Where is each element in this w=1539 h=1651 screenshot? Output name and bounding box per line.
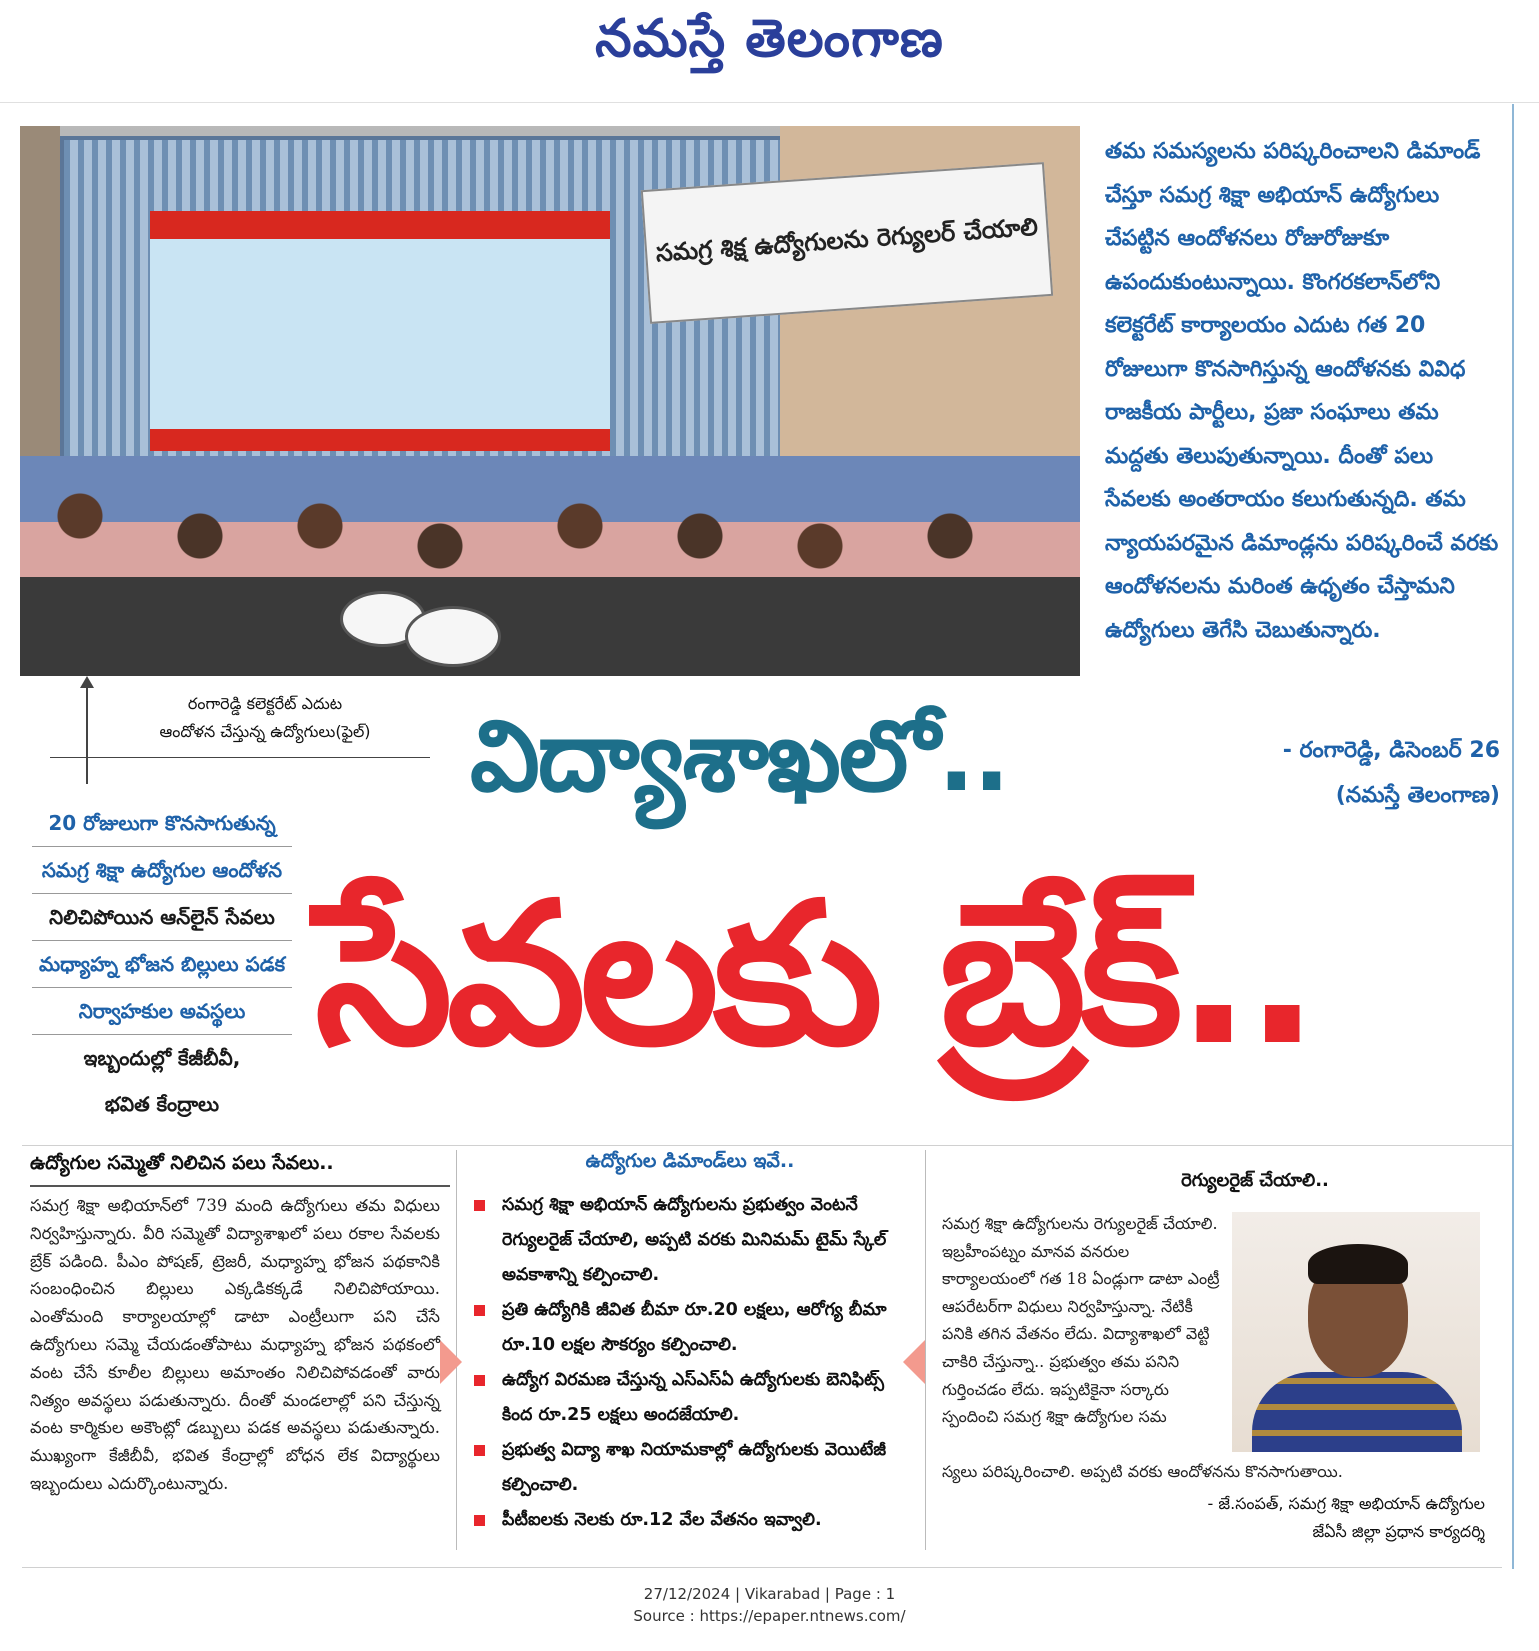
section1-body: సమగ్ర శిక్షా అభియాన్‌లో 739 మంది ఉద్యోగులు తమ విధులు నిర్వహిస్తున్నారు. వీరి సమ్మెతో విద్యాశాఖలో పలు రకాల సేవలకు బ్రేక్ పడింది. పీఎం పోషణ్, ట్రెజరీ, మధ్యాహ్న భోజన పథకానికి సంబంధించిన బిల్లులు ఎక్కడికక్కడే నిలిచిపోయాయి. ఎంతోమంది కార్యాలయాల్లో డాటా ఎంట్రీలుగా పని చేసే ఉద్యోగులు సమ్మె చేయడంతోపాటు మధ్యాహ్న భోజన పథకంలో వంట చేసే కూలీల బిల్లులు అమాంతం నిలిచిపోవడంతో వారు నిత్యం అవస్థలు పడుతున్నారు. దీంతో మండలాల్లో పని చేస్తున్న వంట కార్మికుల అకౌంట్లో డబ్బులు పడక అవస్థలు పడుతున్నారు. ముఖ్యంగా కేజీబీవీ, భవిత కేంద్రాల్లో బోధన లేక విద్యార్థులు ఇబ్బందులు ఎదుర్కొంటున్నారు.: [30, 1196, 440, 1493]
protest-photo: [20, 126, 1080, 676]
section1-heading: ఉద్యోగుల సమ్మెతో నిలిచిన పలు సేవలు..: [30, 1152, 450, 1187]
deck-item: 20 రోజులుగా కొనసాగుతున్న: [32, 800, 292, 847]
section3-heading: రెగ్యులరైజ్ చేయాలి..: [1181, 1170, 1329, 1191]
deck-item: ఇబ్బందుల్లో కేజీబీవీ,: [83, 1046, 241, 1070]
photo-caption-line1: రంగారెడ్డి కలెక్టరేట్ ఎదుట: [187, 694, 343, 713]
photo-drum: [405, 606, 501, 667]
bullet-square-icon: [474, 1445, 485, 1456]
demand-item: [470, 1503, 910, 1538]
lead-story-text: తమ సమస్యలను పరిష్కరించాలని డిమాండ్ చేస్తూ సమగ్ర శిక్షా అభియాన్ ఉద్యోగులు చేపట్టిన ఆందోళనలు రోజురోజుకూ ఉపందుకుంటున్నాయి. కొంగరకలాన్‌లోని కలెక్టరేట్ కార్యాలయం ఎదుట గత 20 రోజులుగా కొనసాగిస్తున్న ఆందోళనకు వివిధ రాజకీయ పార్టీలు, ప్రజా సంఘాలు తమ మద్దతు తెలుపుతున్నాయి. దీంతో పలు సేవలకు అంతరాయం కలుగుతున్నది. తమ న్యాయపరమైన డిమాండ్లను పరిష్కరించే వరకు ఆందోళనలను మరింత ఉధృతం చేస్తామని ఉద్యోగులు తెగేసి చెబుతున్నారు.: [1105, 139, 1499, 643]
masthead: నమస్తే తెలంగాణ: [595, 8, 944, 69]
caption-underline: [50, 757, 430, 758]
section3-body: సమగ్ర శిక్షా ఉద్యోగులను రెగ్యులరైజ్ చేయాలి. ఇబ్రహీంపట్నం మానవ వనరుల కార్యాలయంలో గత 18 ఏండ్లుగా డాటా ఎంట్రీ ఆపరేటర్‌గా విధులు నిర్వహిస్తున్నా. నేటికీ పనికి తగిన వేతనం లేదు. విద్యాశాఖలో వెట్టి చాకిరి చేస్తున్నా.. ప్రభుత్వం తమ పనిని గుర్తించడం లేదు. ఇప్పటికైనా సర్కారు స్పందించి సమగ్ర శిక్షా ఉద్యోగుల సమ: [942, 1214, 1220, 1427]
portrait-hair: [1308, 1244, 1408, 1284]
footer-divider: [22, 1567, 1502, 1568]
headline-deck: [22, 800, 302, 1127]
chevron-right-icon: [440, 1340, 462, 1384]
masthead-divider: [0, 102, 1539, 103]
column-rule: [925, 1150, 926, 1550]
deck-item: నిర్వాహకుల అవస్థలు: [32, 988, 292, 1035]
footer-edition: 27/12/2024 | Vikarabad | Page : 1: [643, 1585, 896, 1603]
photo-crowd: [20, 456, 1080, 676]
photo-banner-right: సమగ్ర శిక్ష ఉద్యోగులను రెగ్యులర్ చేయాలి: [641, 162, 1053, 324]
demand-text: ప్రభుత్వ విద్యా శాఖ నియామకాల్లో ఉద్యోగులకు వెయిటేజీ కల్పించాలి.: [502, 1440, 887, 1495]
deck-item: నిలిచిపోయిన ఆన్‌లైన్ సేవలు: [32, 894, 292, 941]
section3-body-tail: స్యలు పరిష్కరించాలి. అప్పటి వరకు ఆందోళనను కొనసాగుతాయి.: [942, 1462, 1343, 1481]
demand-text: ప్రతి ఉద్యోగికి జీవిత బీమా రూ.20 లక్షలు, ఆరోగ్య బీమా రూ.10 లక్షల సౌకర్యం కల్పించాలి.: [502, 1300, 887, 1355]
demand-text: పీటీఐలకు నెలకు రూ.12 వేల వేతనం ఇవ్వాలి.: [502, 1510, 822, 1530]
story-dateline: - రంగారెడ్డి, డిసెంబర్ 26: [1282, 738, 1500, 763]
story-credit: (నమస్తే తెలంగాణ): [1335, 783, 1500, 808]
portrait-shirt: [1252, 1372, 1462, 1452]
demand-item: [470, 1363, 910, 1433]
page-footer: [0, 1583, 1539, 1627]
photo-caption-line2: ఆందోళన చేస్తున్న ఉద్యోగులు(ఫైల్): [159, 722, 371, 741]
demand-item: [470, 1293, 910, 1363]
caption-arrow-line: [86, 684, 88, 784]
demand-item: [470, 1188, 910, 1293]
photo-banner-left: [150, 211, 610, 451]
signoff-line1: - జే.సంపత్, సమగ్ర శిక్షా అభియాన్ ఉద్యోగుల: [1207, 1494, 1485, 1513]
signoff-line2: జేఏసీ జిల్లా ప్రధాన కార్యదర్శి: [1312, 1522, 1485, 1541]
deck-item: భవిత కేంద్రాలు: [104, 1092, 220, 1116]
main-headline: సేవలకు బ్రేక్..: [315, 861, 1314, 1089]
headline-kicker: విద్యాశాఖలో..: [470, 700, 1009, 814]
lead-story: [1105, 130, 1505, 652]
section-divider: [22, 1145, 1512, 1146]
demand-text: ఉద్యోగ విరమణ చేస్తున్న ఎస్ఎస్ఏ ఉద్యోగులకు బెనిఫిట్స్ కింద రూ.25 లక్షలు అందజేయాలి.: [502, 1370, 884, 1425]
deck-item: సమగ్ర శిక్షా ఉద్యోగుల ఆందోళన: [32, 847, 292, 894]
demand-text: సమగ్ర శిక్షా అభియాన్ ఉద్యోగులను ప్రభుత్వం వెంటనే రెగ్యులరైజ్ చేయాలి, అప్పటి వరకు మినిమమ్ టైమ్ స్కేల్ అవకాశాన్ని కల్పించాలి.: [502, 1195, 887, 1285]
right-margin-rule: [1512, 104, 1514, 1569]
bullet-square-icon: [474, 1200, 485, 1211]
footer-source-link[interactable]: Source : https://epaper.ntnews.com/: [633, 1607, 906, 1625]
demands-list: [470, 1188, 910, 1538]
bullet-square-icon: [474, 1305, 485, 1316]
employee-portrait: [1232, 1212, 1480, 1452]
section2-heading: ఉద్యోగుల డిమాండ్‌లు ఇవే..: [585, 1150, 795, 1172]
bullet-square-icon: [474, 1375, 485, 1386]
photo-caption: [100, 690, 430, 746]
deck-item: మధ్యాహ్న భోజన బిల్లులు పడక: [32, 941, 292, 988]
quote-signoff: [940, 1490, 1485, 1546]
bullet-square-icon: [474, 1515, 485, 1526]
demand-item: [470, 1433, 910, 1503]
